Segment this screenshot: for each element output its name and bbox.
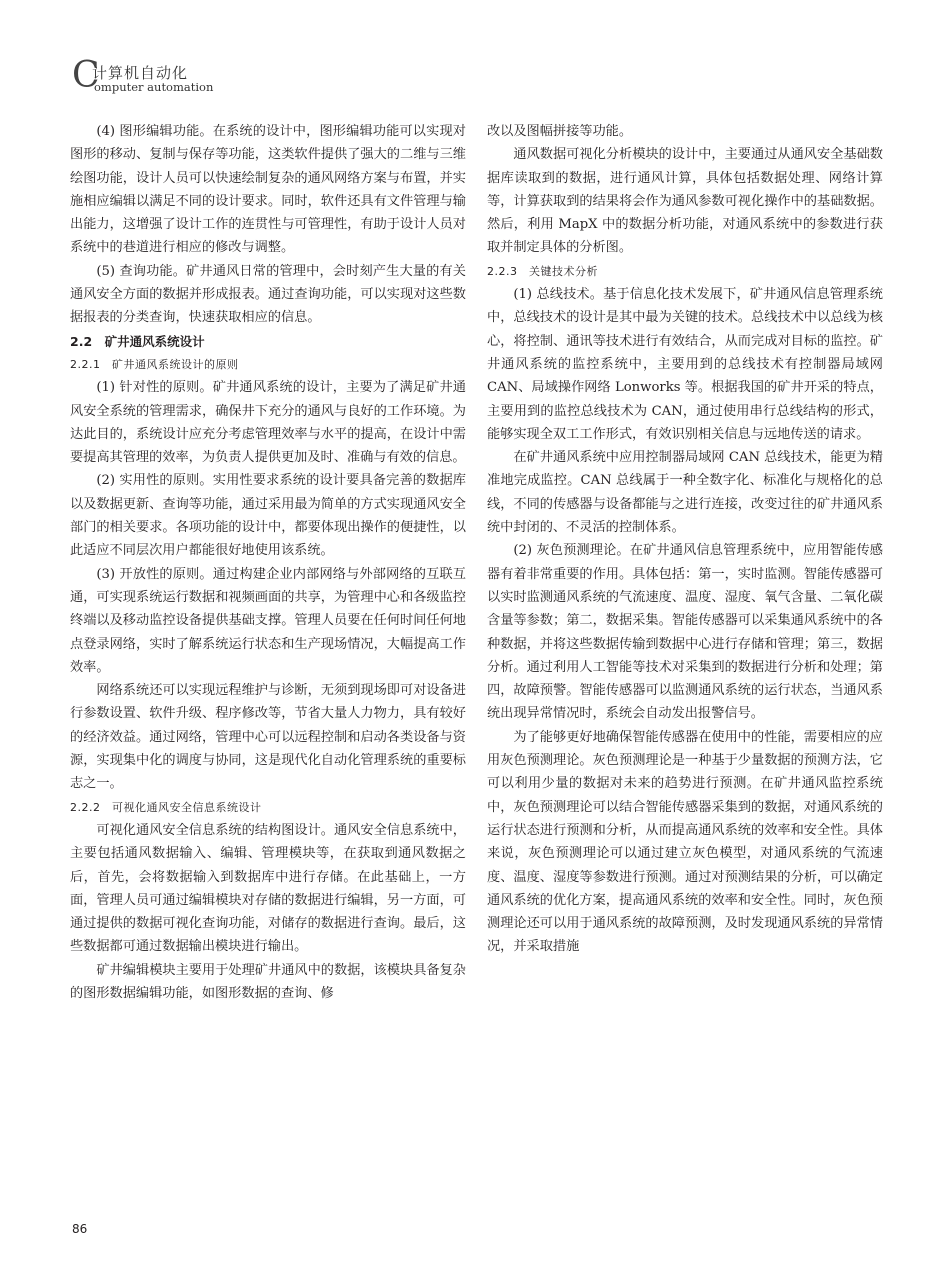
paragraph-bus-technology: (1) 总线技术。基于信息化技术发展下，矿井通风信息管理系统中，总线技术的设计是其中最为关键的技术。总线技术中以总线为核心，将控制、通讯等技术进行有效结合，从而完成对目标的监控。矿井通风系统的监控系统中，主要用到的总线技术有控制器局域网 CAN、局域操作网络 Lonworks 等。根据我国的矿井开采的特点，主要用到的监控总线技术为 CAN，通过使用串行总线结构的形式，能够实现全双工工作形式，有效识别相关信息与远地传送的请求。 [487, 287, 883, 442]
page-number: 86 [72, 1222, 88, 1236]
paragraph-can-bus: 在矿井通风系统中应用控制器局域网 CAN 总线技术，能更为精准地完成监控。CAN 总线属于一种全数字化、标准化与规格化的总线，不同的传感器与设备都能与之进行连接，改变过往的矿井通风系统中封闭的、不灵活的控制体系。 [487, 450, 883, 536]
journal-title-en: omputer automation [94, 80, 214, 94]
paragraph-grey-prediction-application: 为了能够更好地确保智能传感器在使用中的性能，需要相应的应用灰色预测理论。灰色预测理论是一种基于少量数据的预测方法，它可以利用少量的数据对未来的趋势进行预测。在矿井通风监控系统中，灰色预测理论可以结合智能传感器采集到的数据，对通风系统的运行状态进行预测和分析，从而提高通风系统的效率和安全性。具体来说，灰色预测理论可以通过建立灰色模型，对通风系统的气流速度、温度、湿度等参数进行预测。通过对预测结果的分析，可以确定通风系统的优化方案，提高通风系统的效率和安全性。同时，灰色预测理论还可以用于通风系统的故障预测，及时发现通风系统的异常情况，并采取措施 [487, 729, 883, 955]
section-heading-2-2-3: 2.2.3 关键技术分析 [487, 264, 598, 278]
paragraph-principle-open: (3) 开放性的原则。通过构建企业内部网络与外部网络的互联互通，可实现系统运行数据和视频画面的共享，为管理中心和各级监控终端以及移动监控设备提供基础支撑。管理人员要在任何时间任何地点登录网络，实时了解系统运行状态和生产现场情况，大幅提高工作效率。 [70, 566, 466, 675]
paragraph-principle-practical: (2) 实用性的原则。实用性要求系统的设计要具备完善的数据库以及数据更新、查询等功能，通过采用最为简单的方式实现通风安全部门的相关要求。各项功能的设计中，都要体现出操作的便捷性，以此适应不同层次用户都能很好地使用该系统。 [70, 473, 466, 559]
paragraph-data-analysis-module: 通风数据可视化分析模块的设计中，主要通过从通风安全基础数据库读取到的数据，进行通风计算，具体包括数据处理、网络计算等，计算获取到的结果将会作为通风参数可视化操作中的基础数据。然后，利用 MapX 中的数据分析功能，对通风系统中的参数进行获取并制定具体的分析图。 [487, 147, 883, 256]
section-heading-2-2: 2.2 矿井通风系统设计 [70, 333, 205, 349]
paragraph-principle-targeted: (1) 针对性的原则。矿井通风系统的设计，主要为了满足矿井通风安全系统的管理需求，确保井下充分的通风与良好的工作环境。为达此目的，系统设计应充分考虑管理效率与水平的提高，在设计中需要提高其管理的效率，为负责人提供更加及时、准确与有效的信息。 [70, 380, 466, 466]
paragraph-graphic-editing: (4) 图形编辑功能。在系统的设计中，图形编辑功能可以实现对图形的移动、复制与保存等功能，这类软件提供了强大的二维与三维绘图功能，设计人员可以快速绘制复杂的通风网络方案与布置，并实施相应编辑以满足不同的设计要求。同时，软件还具有文件管理与输出能力，这增强了设计工作的连贯性与可管理性，有助于设计人员对系统中的巷道进行相应的修改与调整。 [70, 124, 466, 256]
journal-title-cn: 计算机自动化 [92, 64, 189, 82]
paragraph-continuation: 改以及图幅拼接等功能。 [487, 124, 633, 139]
paragraph-mine-editing-module: 矿井编辑模块主要用于处理矿井通风中的数据，该模块具备复杂的图形数据编辑功能，如图形数据的查询、修 [70, 962, 466, 1001]
journal-logo-letter: C [72, 55, 100, 96]
section-heading-2-2-1: 2.2.1 矿井通风系统设计的原则 [70, 357, 239, 371]
paragraph-visualization-design: 可视化通风安全信息系统的结构图设计。通风安全信息系统中，主要包括通风数据输入、编辑、管理模块等，在获取到通风数据之后，首先，会将数据输入到数据库中进行存储。在此基础上，一方面，管理人员可通过编辑模块对存储的数据进行编辑，另一方面，可通过提供的数据可视化查询功能，对储存的数据进行查询。最后，这些数据都可通过数据输出模块进行输出。 [70, 822, 466, 955]
section-heading-2-2-2: 2.2.2 可视化通风安全信息系统设计 [70, 800, 262, 814]
paragraph-grey-prediction: (2) 灰色预测理论。在矿井通风信息管理系统中，应用智能传感器有着非常重要的作用。具体包括：第一，实时监测。智能传感器可以实时监测通风系统的气流速度、温度、湿度、氧气含量、二氧化碳含量等参数；第二，数据采集。智能传感器可以采集通风系统中的各种数据，并将这些数据传输到数据中心进行存储和管理；第三，数据分析。通过利用人工智能等技术对采集到的数据进行分析和处理；第四，故障预警。智能传感器可以监测通风系统的运行状态，当通风系统出现异常情况时，系统会自动发出报警信号。 [487, 543, 883, 722]
paragraph-network-system: 网络系统还可以实现远程维护与诊断，无须到现场即可对设备进行参数设置、软件升级、程序修改等，节省大量人力物力，具有较好的经济效益。通过网络，管理中心可以远程控制和启动各类设备与资源，实现集中化的调度与协同，这是现代化自动化管理系统的重要标志之一。 [70, 683, 466, 792]
left-column [70, 120, 466, 1005]
paragraph-query-function: (5) 查询功能。矿井通风日常的管理中，会时刻产生大量的有关通风安全方面的数据并形成报表。通过查询功能，可以实现对这些数据报表的分类查询，快速获取相应的信息。 [70, 263, 466, 326]
right-column [487, 120, 883, 959]
